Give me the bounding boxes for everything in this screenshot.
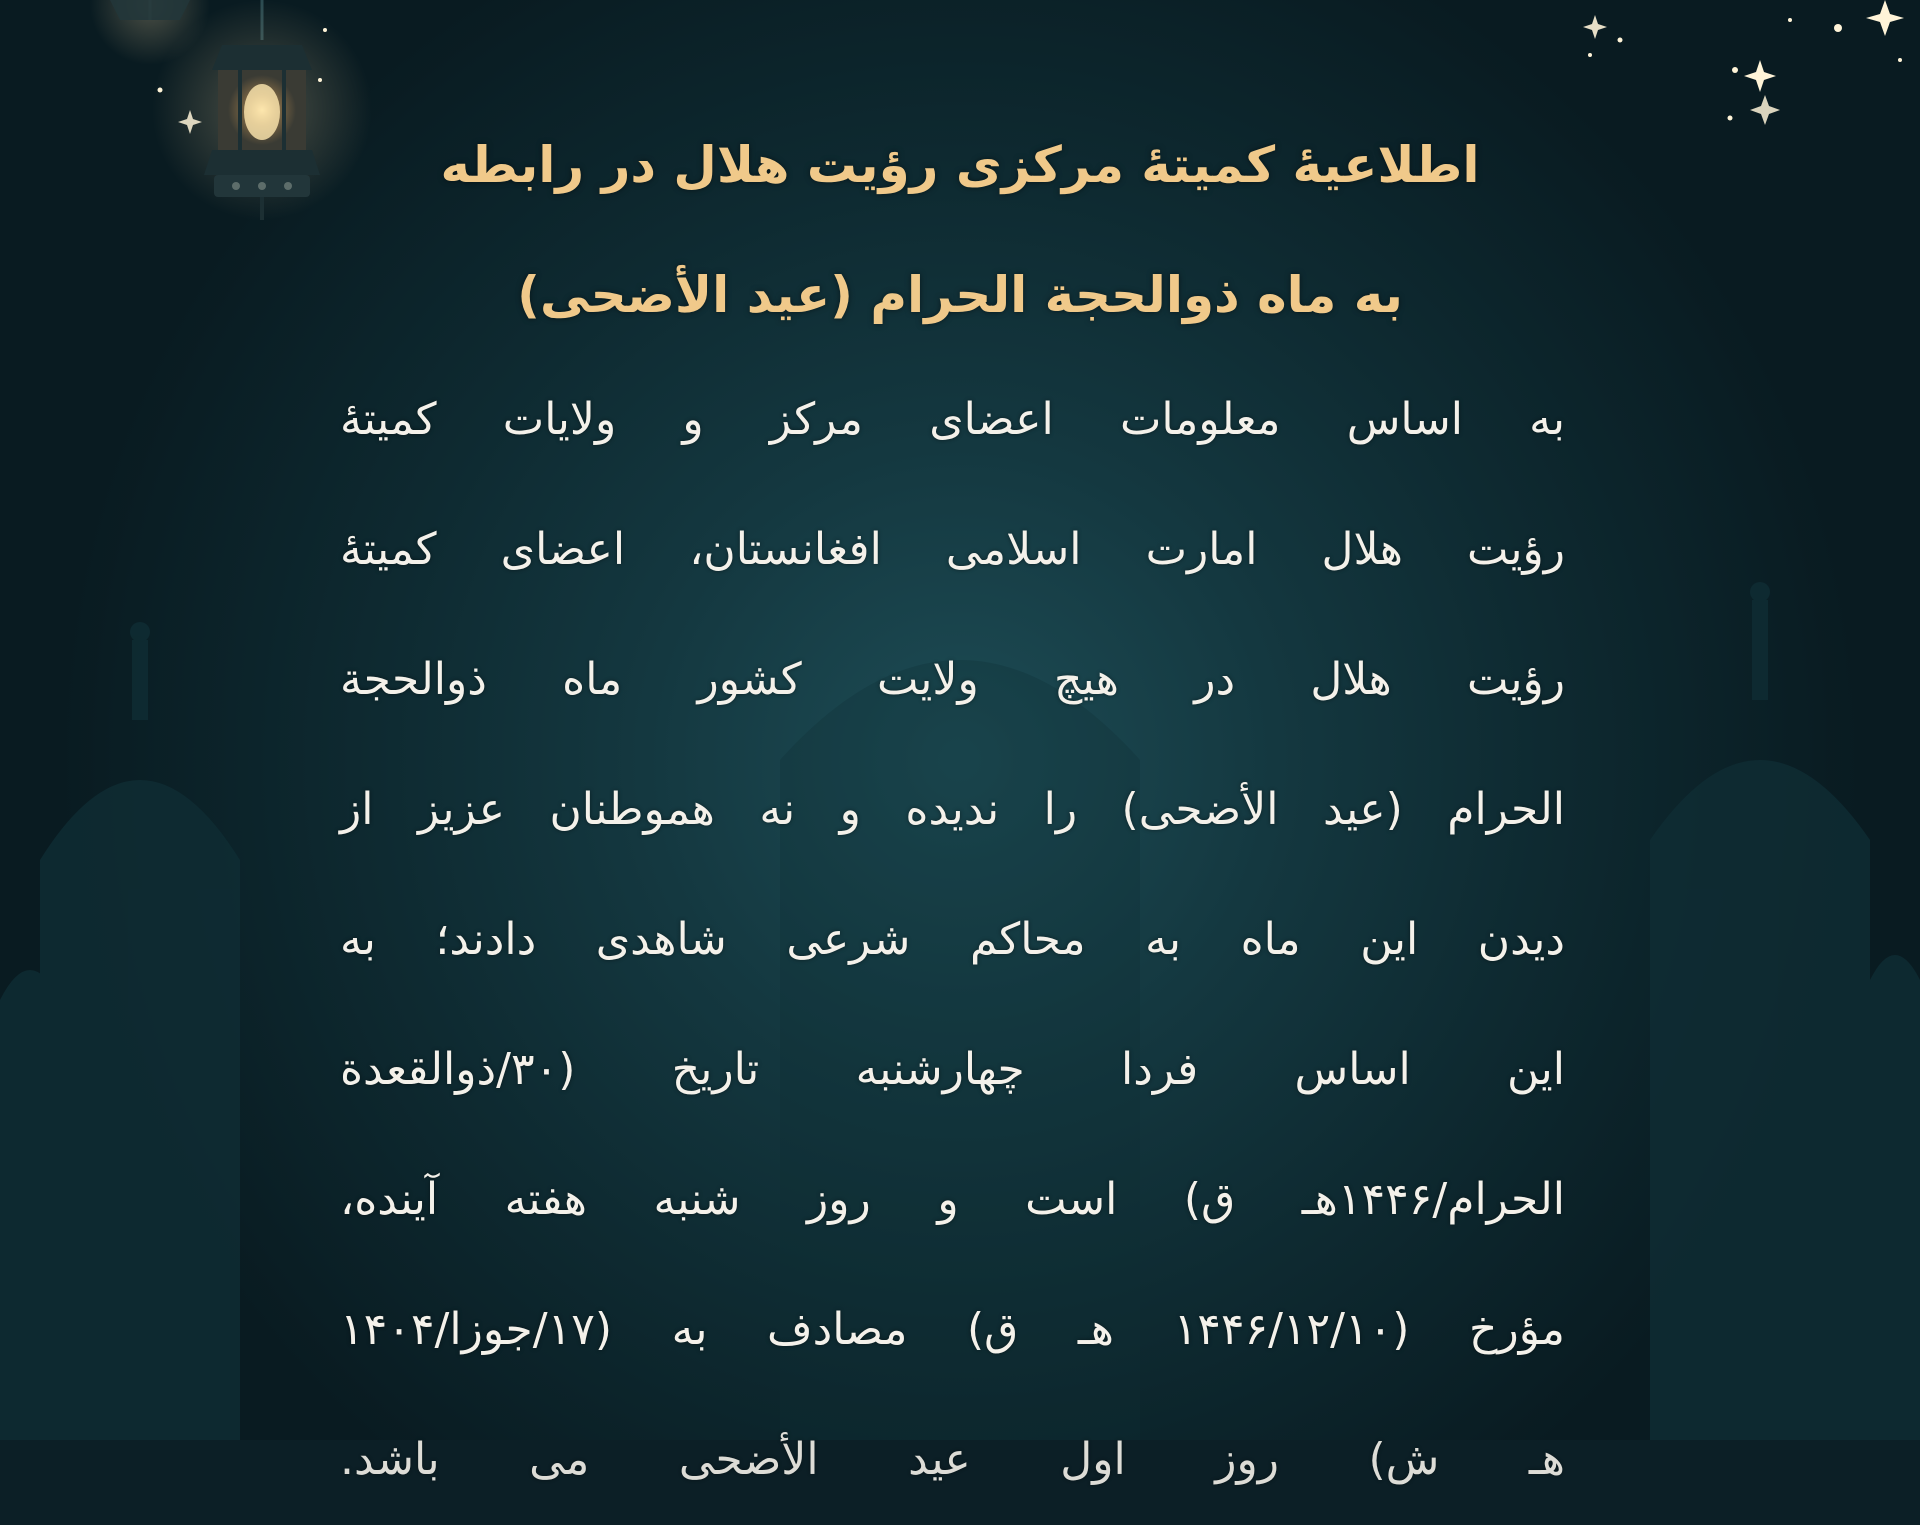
body-line-1: به اساس معلومات اعضای مرکز و ولایات کمیتهٔ xyxy=(340,394,1565,445)
notice-body xyxy=(340,355,1565,1485)
body-line-9: هـ ش) روز اول عید الأضحی مى باشد. xyxy=(340,1434,1565,1485)
body-line-4: الحرام (عید الأضحی) را ندیده و نه هموطنان عزیز از xyxy=(340,784,1565,835)
body-line-2: رؤیت هلال امارت اسلامی افغانستان، اعضای کمیتهٔ xyxy=(340,524,1565,575)
body-line-7: الحرام/۱۴۴۶هـ ق) است و روز شنبه هفته آینده، xyxy=(340,1174,1565,1225)
title-line-1: اطلاعیهٔ کمیتهٔ مرکزی رؤیت هلال در رابطه xyxy=(440,136,1480,194)
body-line-6: این اساس فردا چهارشنبه تاریخ (۳۰/ذوالقعدة xyxy=(340,1044,1565,1095)
body-line-5: دیدن این ماه به محاکم شرعی شاهدی دادند؛ به xyxy=(340,914,1565,965)
body-line-3: رؤیت هلال در هیچ ولایت کشور ماه ذوالحجة xyxy=(340,654,1565,705)
notice-title xyxy=(330,100,1590,360)
title-line-2: به ماه ذوالحجة الحرام (عید الأضحی) xyxy=(517,266,1403,324)
body-line-8: مؤرخ (۱۴۴۶/۱۲/۱۰ هـ ق) مصادف به (۱۷/جوزا/۱۴۰۴ xyxy=(340,1304,1565,1355)
